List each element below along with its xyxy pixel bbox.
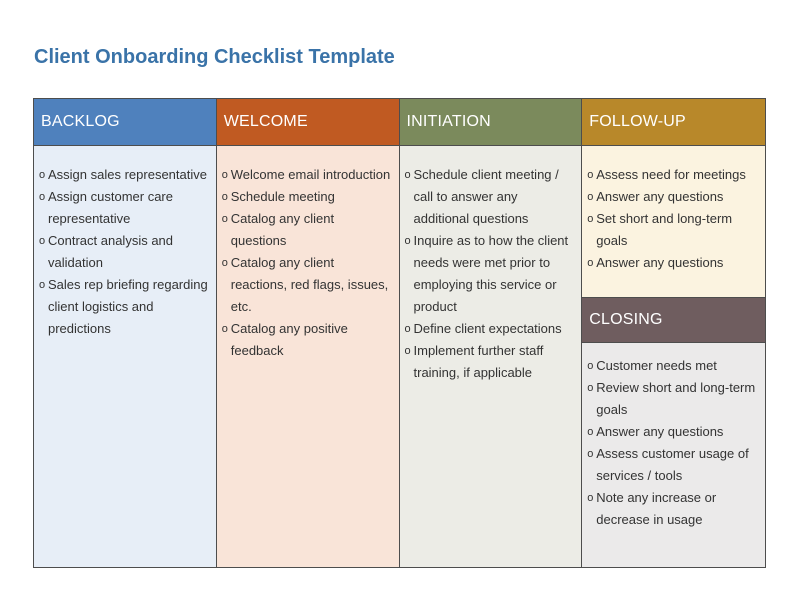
- column-initiation-title: INITIATION: [406, 113, 491, 130]
- list-item: o Catalog any client questions: [222, 208, 393, 252]
- list-item: o Answer any questions: [587, 421, 759, 443]
- welcome-list: [222, 164, 393, 362]
- list-item: o Assess customer usage of services / tools: [587, 443, 759, 487]
- list-item: o Catalog any client reactions, red flags, issues, etc.: [222, 252, 393, 318]
- column-welcome-header: [217, 99, 399, 146]
- list-item: o Note any increase or decrease in usage: [587, 487, 759, 531]
- column-welcome-title: WELCOME: [223, 113, 308, 130]
- list-item: o Welcome email introduction: [222, 164, 393, 186]
- column-welcome: [217, 99, 400, 567]
- list-item: o Schedule client meeting / call to answer any additional questions: [405, 164, 576, 230]
- column-backlog-header: [34, 99, 216, 146]
- list-item: o Answer any questions: [587, 252, 759, 274]
- column-closing-title: CLOSING: [589, 311, 663, 328]
- list-item: o Customer needs met: [587, 355, 759, 377]
- column-closing-header: [582, 298, 765, 343]
- list-item: o Catalog any positive feedback: [222, 318, 393, 362]
- closing-list: [587, 355, 759, 531]
- column-initiation: [400, 99, 583, 567]
- list-item: o Define client expectations: [405, 318, 576, 340]
- list-item: o Sales rep briefing regarding client logistics and predictions: [39, 274, 210, 340]
- list-item: o Schedule meeting: [222, 186, 393, 208]
- column-backlog: [34, 99, 217, 567]
- column-welcome-body: [217, 146, 399, 567]
- initiation-list: [405, 164, 576, 384]
- page-title: Client Onboarding Checklist Template: [34, 46, 395, 68]
- list-item: o Assign sales representative: [39, 164, 210, 186]
- list-item: o Contract analysis and validation: [39, 230, 210, 274]
- list-item: o Inquire as to how the client needs were met prior to employing this service or product: [405, 230, 576, 318]
- column-closing-body: [582, 343, 765, 567]
- column-followup-header: [582, 99, 765, 146]
- column-followup-title: FOLLOW-UP: [589, 113, 686, 130]
- list-item: o Assess need for meetings: [587, 164, 759, 186]
- backlog-list: [39, 164, 210, 340]
- checklist-board: [33, 98, 766, 568]
- column-followup-closing: [582, 99, 765, 567]
- column-initiation-body: [400, 146, 582, 567]
- list-item: o Set short and long-term goals: [587, 208, 759, 252]
- list-item: o Answer any questions: [587, 186, 759, 208]
- list-item: o Review short and long-term goals: [587, 377, 759, 421]
- column-followup-body: [582, 146, 765, 298]
- column-backlog-body: [34, 146, 216, 567]
- list-item: o Assign customer care representative: [39, 186, 210, 230]
- column-initiation-header: [400, 99, 582, 146]
- list-item: o Implement further staff training, if applicable: [405, 340, 576, 384]
- followup-list: [587, 164, 759, 274]
- column-backlog-title: BACKLOG: [41, 113, 120, 130]
